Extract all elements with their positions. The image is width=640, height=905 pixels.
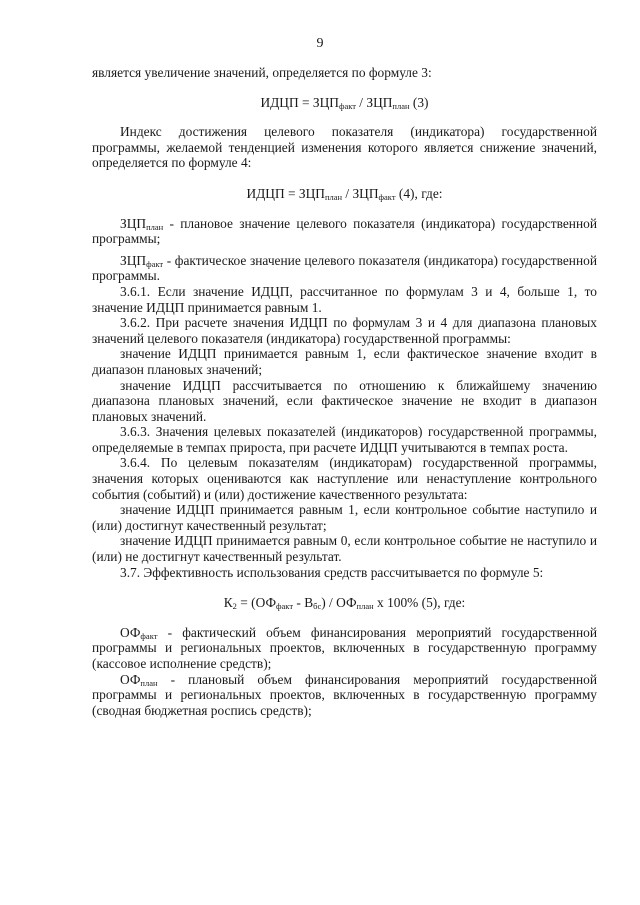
formula-3: ИДЦП = $ЗЦП_{факт} / ЗЦП_{план}$ (3) [260,94,429,111]
definition-of-fact: $ОФ_{факт}$ - фактический объем финансирования мероприятий государственной программы и региональных проектов, включенных в государственную программу (кассовое исполнение средств); [92,624,597,671]
paragraph-3-6-4-b: значение ИДЦП принимается равным 0, если контрольное событие не наступило и (или) не достигнут качественный результат. [92,533,597,565]
paragraph-3-6-1: 3.6.1. Если значение ИДЦП, рассчитанное по формулам 3 и 4, больше 1, то значение ИДЦП принимается равным 1. [92,283,597,315]
paragraph-3-6-4: 3.6.4. По целевым показателям (индикаторам) государственной программы, значения которых оцениваются как наступление или ненаступление контрольного события (событий) и (или) достижение качественного результата: [92,455,597,502]
formula-5: $К_2 = (ОФ_{факт} - В_{бс}) / ОФ_{план}$ x 100% (5), где: [223,595,466,612]
paragraph-3-6-3: 3.6.3. Значения целевых показателей (индикаторов) государственной программы, определяемые в темпах прироста, при расчете ИДЦП учитываются в темпах роста. [92,424,597,455]
formula-4: ИДЦП = $ЗЦП_{план} / ЗЦП_{факт}$ (4), где: [246,185,443,202]
paragraph-3-6-4-a: значение ИДЦП принимается равным 1, если контрольное событие наступило и (или) достигнут качественный результат; [92,502,597,533]
paragraph-3-6-2-a: значение ИДЦП принимается равным 1, если фактическое значение входит в диапазон плановых значений; [92,346,597,377]
index-4-paragraph: Индекс достижения целевого показателя (индикатора) государственной программы, желаемой тенденцией изменения которого является снижение значений, определяется по формуле 4: [92,124,597,171]
intro-paragraph: является увеличение значений, определяется по формуле 3: [92,65,432,80]
definition-of-plan: $ОФ_{план}$ - плановый объем финансирования мероприятий государственной программы и региональных проектов, включенных в государственную программу (сводная бюджетная роспись средств); [92,671,597,718]
paragraph-3-6-2: 3.6.2. При расчете значения ИДЦП по формулам 3 и 4 для диапазона плановых значений целевого показателя (индикатора) государственной программы: [92,315,597,346]
paragraph-3-6-2-b: значение ИДЦП рассчитывается по отношению к ближайшему значению диапазона плановых значений, если фактическое значение не входит в диапазон плановых значений. [92,377,597,424]
document-body [92,65,597,718]
page-number: 9 [316,36,324,51]
definition-zcp-plan: $ЗЦП_{план}$ - плановое значение целевого показателя (индикатора) государственной программы; [92,215,597,247]
paragraph-3-7: 3.7. Эффективность использования средств рассчитывается по формуле 5: [120,564,544,580]
definition-zcp-fact: $ЗЦП_{факт}$ - фактическое значение целевого показателя (индикатора) государственной программы. [92,252,597,284]
